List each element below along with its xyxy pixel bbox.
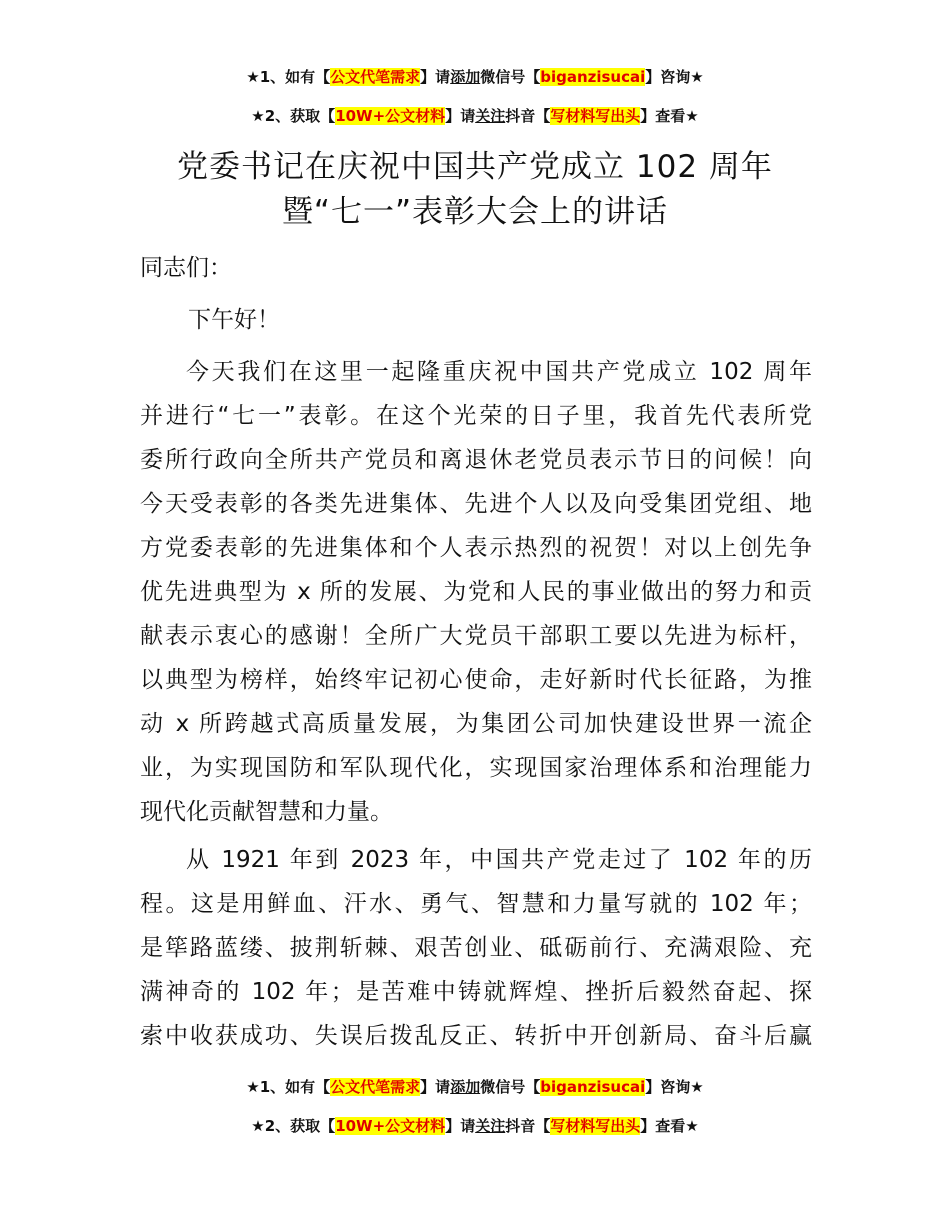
paragraph-line: 是筚路蓝缕、披荆斩棘、艰苦创业、砥砺前行、充满艰险、充 — [140, 935, 812, 961]
promo-text: 】请 — [445, 107, 476, 125]
paragraph-line: 满神奇的 102 年；是苦难中铸就辉煌、挫折后毅然奋起、探 — [140, 979, 812, 1005]
promo-underline: 关注 — [475, 1117, 506, 1135]
promo-text: 抖音【 — [505, 1117, 551, 1135]
paragraph-line: 从 1921 年到 2023 年，中国共产党走过了 102 年的历 — [186, 847, 812, 873]
promo-text: 微信号【 — [480, 68, 541, 86]
promo-text: 】请 — [420, 68, 451, 86]
promo-text: ★1、如有【 — [246, 1078, 331, 1096]
paragraph-line: 业，为实现国防和军队现代化，实现国家治理体系和治理能力 — [140, 755, 812, 781]
promo-underline: 添加 — [450, 68, 481, 86]
paragraph-line: 优先进典型为 x 所的发展、为党和人民的事业做出的努力和贡 — [140, 579, 812, 605]
document-title-line-2: 暨“七一”表彰大会上的讲话 — [281, 194, 669, 230]
promo-text: 微信号【 — [480, 1078, 541, 1096]
promo-text: 】咨询★ — [645, 68, 704, 86]
promo-douyin-id: 写材料写出头 — [550, 107, 641, 125]
promo-text: 】请 — [445, 1117, 476, 1135]
promo-underline: 关注 — [475, 107, 506, 125]
paragraph-line: 以典型为榜样，始终牢记初心使命，走好新时代长征路，为推 — [140, 667, 812, 693]
promo-highlight: 公文代笔需求 — [330, 1078, 421, 1096]
promo-douyin-id: 写材料写出头 — [550, 1117, 641, 1135]
promo-underline: 添加 — [450, 1078, 481, 1096]
promo-text: ★1、如有【 — [246, 68, 331, 86]
promo-line-2-bottom — [0, 1115, 950, 1137]
paragraph-line: 索中收获成功、失误后拨乱反正、转折中开创新局、奋斗后赢 — [140, 1023, 812, 1049]
promo-text: 】咨询★ — [645, 1078, 704, 1096]
paragraph-line: 并进行“七一”表彰。在这个光荣的日子里，我首先代表所党 — [140, 403, 812, 429]
paragraph-line: 方党委表彰的先进集体和个人表示热烈的祝贺！对以上创先争 — [140, 535, 812, 561]
paragraph-line: 委所行政向全所共产党员和离退休老党员表示节日的问候！向 — [140, 447, 812, 473]
promo-line-1-top — [0, 66, 950, 88]
promo-text: 抖音【 — [505, 107, 551, 125]
promo-line-1-bottom — [0, 1076, 950, 1098]
promo-wechat-id: biganzisucai — [540, 1078, 646, 1096]
promo-line-2-top — [0, 105, 950, 127]
greeting: 下午好！ — [188, 307, 280, 333]
paragraph-2 — [140, 838, 812, 1058]
paragraph-line: 献表示衷心的感谢！全所广大党员干部职工要以先进为标杆， — [140, 623, 812, 649]
promo-highlight: 公文代笔需求 — [330, 68, 421, 86]
promo-text: 】查看★ — [640, 1117, 699, 1135]
promo-text: ★2、获取【 — [251, 1117, 336, 1135]
promo-text: ★2、获取【 — [251, 107, 336, 125]
promo-highlight: 10W+公文材料 — [335, 1117, 446, 1135]
paragraph-line: 程。这是用鲜血、汗水、勇气、智慧和力量写就的 102 年； — [140, 891, 812, 917]
document-title-line-1: 党委书记在庆祝中国共产党成立 102 周年 — [177, 149, 773, 185]
paragraph-line: 现代化贡献智慧和力量。 — [140, 799, 393, 825]
paragraph-1 — [140, 350, 812, 834]
promo-highlight: 10W+公文材料 — [335, 107, 446, 125]
salutation: 同志们： — [140, 255, 232, 281]
paragraph-line: 今天受表彰的各类先进集体、先进个人以及向受集团党组、地 — [140, 491, 812, 517]
promo-wechat-id: biganzisucai — [540, 68, 646, 86]
paragraph-line: 动 x 所跨越式高质量发展，为集团公司加快建设世界一流企 — [140, 711, 812, 737]
paragraph-line: 今天我们在这里一起隆重庆祝中国共产党成立 102 周年 — [186, 359, 812, 385]
promo-text: 】查看★ — [640, 107, 699, 125]
promo-text: 】请 — [420, 1078, 451, 1096]
